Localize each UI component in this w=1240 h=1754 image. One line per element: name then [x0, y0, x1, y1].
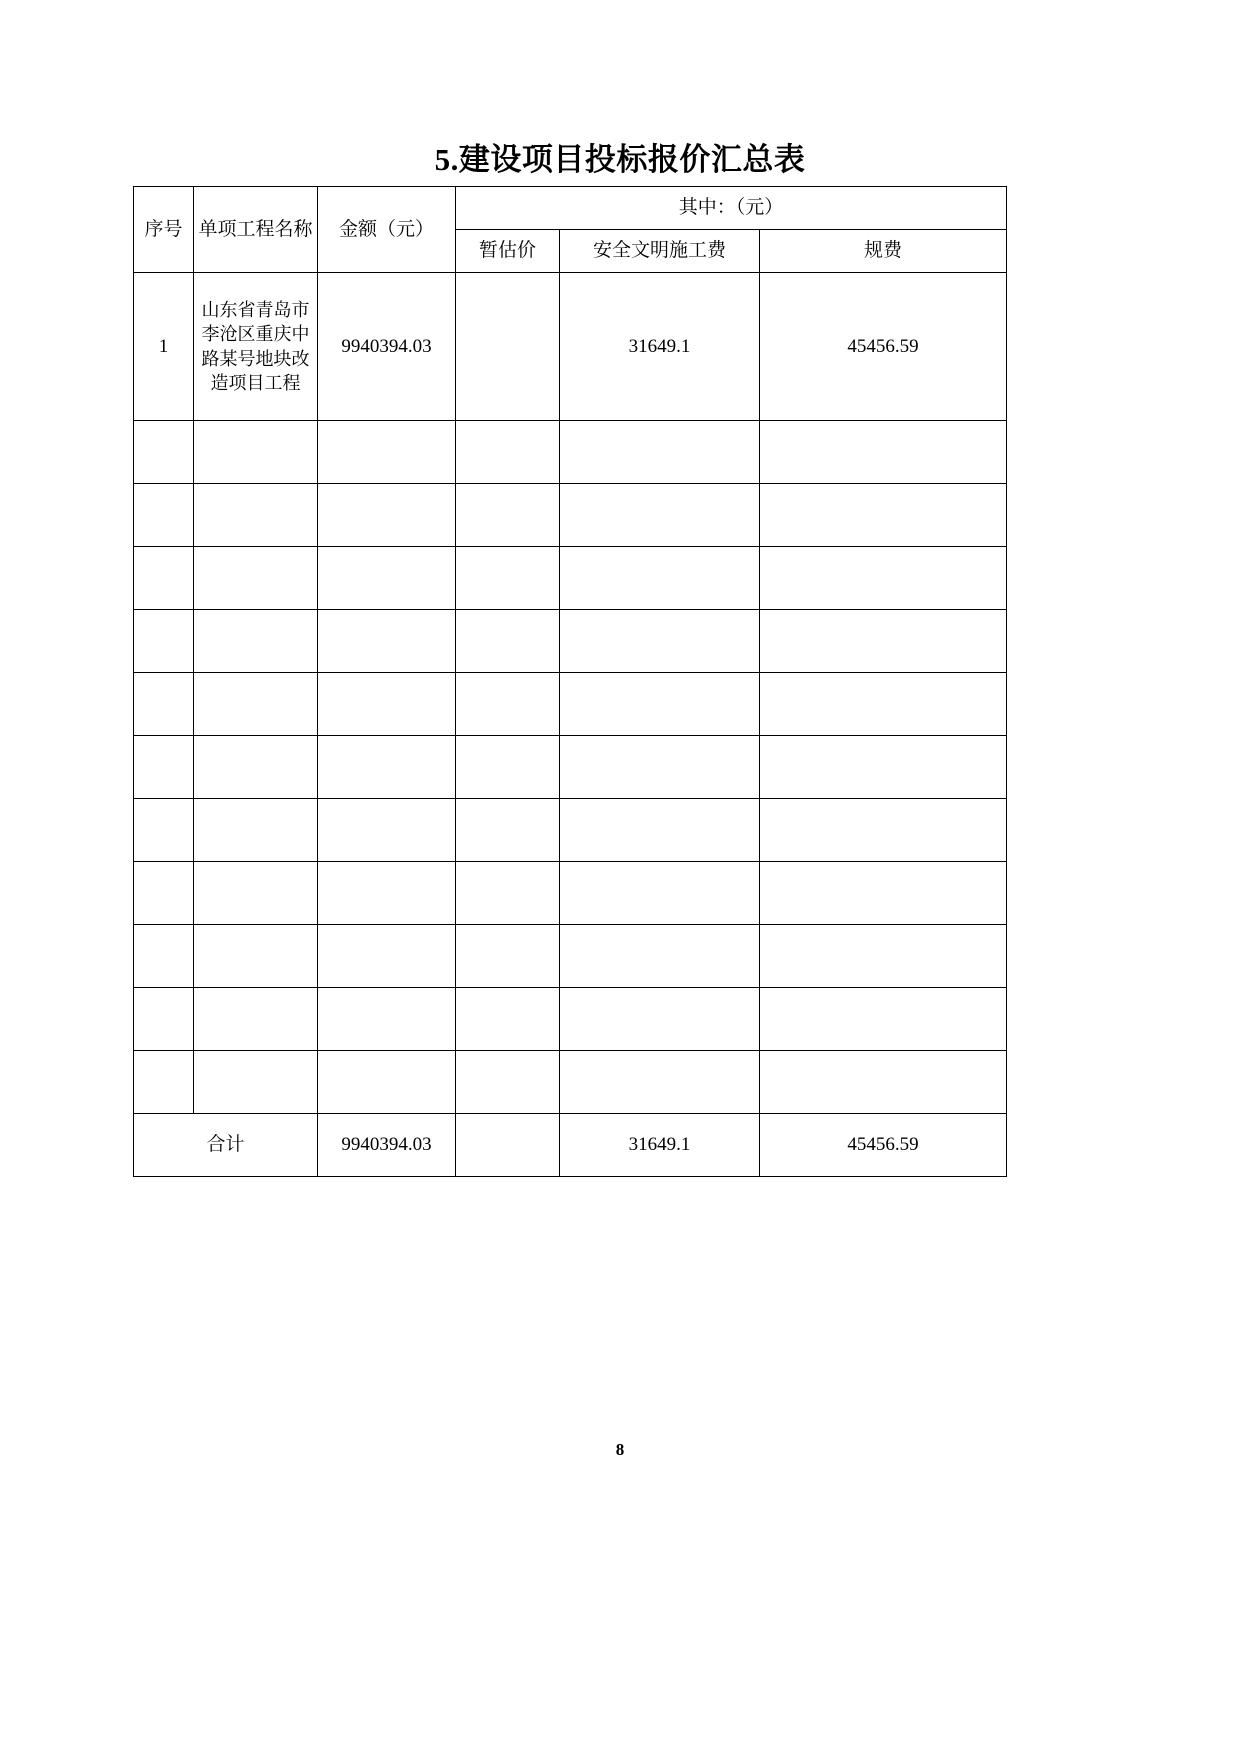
- header-seq: 序号: [134, 187, 194, 273]
- cell-amount: [318, 484, 456, 547]
- cell-seq: [134, 673, 194, 736]
- cell-safety: [560, 1051, 760, 1114]
- cell-fee: [760, 484, 1007, 547]
- cell-provisional: [456, 799, 560, 862]
- cell-name: [194, 547, 318, 610]
- cell-amount: [318, 799, 456, 862]
- cell-name: 山东省青岛市李沧区重庆中路某号地块改造项目工程: [194, 273, 318, 421]
- cell-seq: [134, 421, 194, 484]
- table-row: [134, 799, 1007, 862]
- cell-name: [194, 1051, 318, 1114]
- cell-seq: [134, 925, 194, 988]
- cell-amount: [318, 673, 456, 736]
- cell-amount: [318, 1051, 456, 1114]
- total-safety: 31649.1: [560, 1114, 760, 1177]
- cell-provisional: [456, 547, 560, 610]
- total-amount: 9940394.03: [318, 1114, 456, 1177]
- cell-safety: [560, 925, 760, 988]
- cell-safety: [560, 736, 760, 799]
- cell-name: [194, 736, 318, 799]
- total-provisional: [456, 1114, 560, 1177]
- header-fee: 规费: [760, 230, 1007, 273]
- table-row: [134, 925, 1007, 988]
- cell-provisional: [456, 736, 560, 799]
- table-row: [134, 421, 1007, 484]
- cell-name: [194, 925, 318, 988]
- cell-safety: [560, 799, 760, 862]
- cell-safety: [560, 547, 760, 610]
- header-safety: 安全文明施工费: [560, 230, 760, 273]
- cell-fee: [760, 547, 1007, 610]
- header-provisional: 暂估价: [456, 230, 560, 273]
- cell-name: [194, 421, 318, 484]
- cell-amount: [318, 736, 456, 799]
- cell-name: [194, 988, 318, 1051]
- table-row: [134, 547, 1007, 610]
- table-row: [134, 673, 1007, 736]
- table-row: [134, 484, 1007, 547]
- cell-seq: [134, 484, 194, 547]
- cell-provisional: [456, 273, 560, 421]
- bid-price-summary-table: [133, 186, 1007, 1177]
- cell-provisional: [456, 421, 560, 484]
- table-row: [134, 610, 1007, 673]
- cell-name: [194, 484, 318, 547]
- cell-name: [194, 799, 318, 862]
- cell-seq: [134, 799, 194, 862]
- cell-safety: [560, 862, 760, 925]
- cell-provisional: [456, 610, 560, 673]
- cell-seq: [134, 1051, 194, 1114]
- cell-seq: [134, 862, 194, 925]
- cell-amount: [318, 421, 456, 484]
- cell-seq: [134, 988, 194, 1051]
- cell-seq: [134, 610, 194, 673]
- cell-fee: [760, 1051, 1007, 1114]
- cell-safety: [560, 421, 760, 484]
- cell-seq: [134, 547, 194, 610]
- cell-seq: [134, 736, 194, 799]
- cell-provisional: [456, 988, 560, 1051]
- cell-amount: [318, 547, 456, 610]
- table-header-row-1: [134, 187, 1007, 230]
- cell-amount: [318, 862, 456, 925]
- cell-safety: [560, 673, 760, 736]
- header-among: 其中：（元）: [456, 187, 1007, 230]
- cell-name: [194, 673, 318, 736]
- cell-provisional: [456, 925, 560, 988]
- cell-amount: 9940394.03: [318, 273, 456, 421]
- table-row: [134, 862, 1007, 925]
- cell-provisional: [456, 862, 560, 925]
- cell-amount: [318, 925, 456, 988]
- cell-fee: [760, 988, 1007, 1051]
- cell-provisional: [456, 1051, 560, 1114]
- cell-fee: [760, 799, 1007, 862]
- cell-name: [194, 862, 318, 925]
- cell-safety: 31649.1: [560, 273, 760, 421]
- header-name: 单项工程名称: [194, 187, 318, 273]
- page-title: 5.建设项目投标报价汇总表: [434, 142, 806, 177]
- total-label: 合计: [134, 1114, 318, 1177]
- table-row: [134, 1051, 1007, 1114]
- cell-amount: [318, 610, 456, 673]
- total-fee: 45456.59: [760, 1114, 1007, 1177]
- cell-name: [194, 610, 318, 673]
- cell-seq: 1: [134, 273, 194, 421]
- table-total-row: [134, 1114, 1007, 1177]
- cell-fee: [760, 925, 1007, 988]
- cell-amount: [318, 988, 456, 1051]
- table-row: [134, 988, 1007, 1051]
- cell-provisional: [456, 673, 560, 736]
- cell-fee: [760, 862, 1007, 925]
- cell-fee: [760, 736, 1007, 799]
- cell-safety: [560, 988, 760, 1051]
- cell-fee: 45456.59: [760, 273, 1007, 421]
- header-amount: 金额（元）: [318, 187, 456, 273]
- cell-safety: [560, 610, 760, 673]
- cell-fee: [760, 673, 1007, 736]
- cell-provisional: [456, 484, 560, 547]
- cell-safety: [560, 484, 760, 547]
- table-row: [134, 736, 1007, 799]
- page-number: 8: [615, 1440, 625, 1459]
- cell-fee: [760, 421, 1007, 484]
- cell-fee: [760, 610, 1007, 673]
- table-row: [134, 273, 1007, 421]
